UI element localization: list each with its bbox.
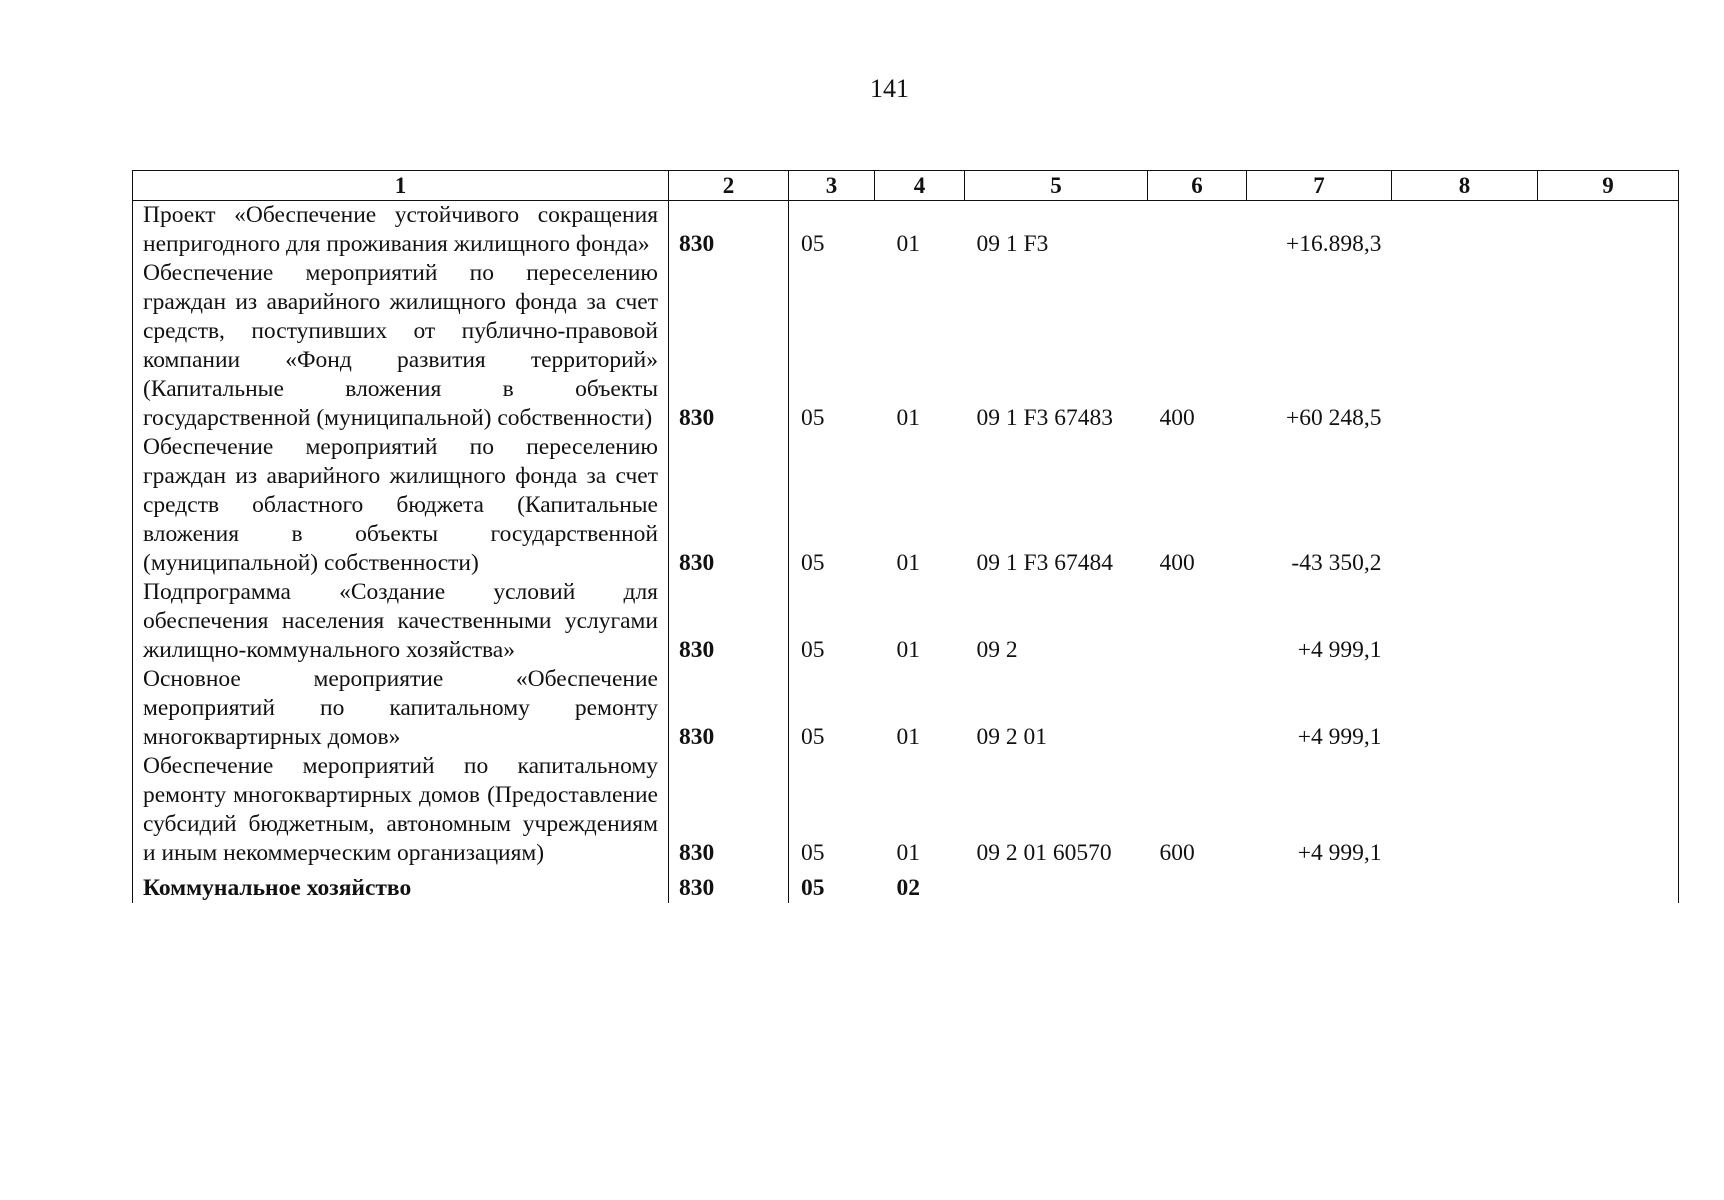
header-col-1: 1 — [133, 171, 669, 201]
row-name: Основное мероприятие «Обеспечение мероприятий по капитальному ремонту многоквартирных домов» — [133, 665, 669, 752]
row-col-8 — [1392, 578, 1538, 665]
row-subsection: 01 — [896, 840, 920, 866]
row-name: Подпрограмма «Создание условий для обеспечения населения качественными услугами жилищно-коммунального хозяйства» — [133, 578, 669, 665]
header-col-5: 5 — [965, 171, 1148, 201]
row-ministry-code: 830 — [669, 578, 789, 665]
header-col-2: 2 — [669, 171, 789, 201]
table-row — [133, 752, 1679, 868]
row-col-8 — [1392, 259, 1538, 433]
table-row — [133, 665, 1679, 752]
header-col-6: 6 — [1148, 171, 1247, 201]
table-row — [133, 259, 1679, 433]
budget-table-container — [132, 170, 1678, 1060]
row-target-article — [965, 868, 1148, 903]
header-col-8: 8 — [1392, 171, 1538, 201]
row-section: 05 — [801, 550, 825, 576]
row-section: 05 — [801, 405, 825, 431]
row-subsection: 01 — [896, 637, 920, 663]
row-ministry-code: 830 — [669, 259, 789, 433]
header-col-4: 4 — [875, 171, 965, 201]
header-col-7: 7 — [1247, 171, 1392, 201]
row-ministry-code: 830 — [669, 201, 789, 260]
row-expense-type — [1148, 665, 1247, 752]
row-amount: +16.898,3 — [1285, 231, 1382, 257]
table-row — [133, 433, 1679, 578]
row-section: 05 — [801, 840, 825, 866]
row-ministry-code: 830 — [669, 868, 789, 903]
row-name: Обеспечение мероприятий по переселению граждан из аварийного жилищного фонда за счет средств, поступивших от публично-правовой компании «Фонд развития территорий» (Капитальные вложения в объекты государственной (муниципальной) собственности) — [133, 259, 669, 433]
row-ministry-code: 830 — [669, 665, 789, 752]
row-expense-type — [1148, 201, 1247, 260]
row-target-article: 09 1 F3 — [976, 231, 1049, 257]
row-target-article: 09 2 01 60570 — [976, 840, 1112, 866]
header-col-9: 9 — [1538, 171, 1679, 201]
row-amount: +4 999,1 — [1297, 724, 1382, 750]
budget-table — [132, 170, 1679, 903]
row-col-8 — [1392, 665, 1538, 752]
row-col-8 — [1392, 868, 1538, 903]
row-ministry-code: 830 — [669, 433, 789, 578]
row-ministry-code: 830 — [669, 752, 789, 868]
row-target-article: 09 2 01 — [976, 724, 1047, 750]
row-expense-type: 400 — [1159, 405, 1195, 431]
row-expense-type: 600 — [1159, 840, 1195, 866]
row-amount: +4 999,1 — [1297, 637, 1382, 663]
row-amount — [1247, 868, 1392, 903]
row-target-article: 09 2 — [976, 637, 1018, 663]
row-name: Обеспечение мероприятий по капитальному ремонту многоквартирных домов (Предоставление субсидий бюджетным, автономным учреждениям и иным некоммерческим организациям) — [133, 752, 669, 868]
row-section: 05 — [801, 637, 825, 663]
row-subsection: 01 — [896, 231, 920, 257]
row-subsection: 01 — [896, 405, 920, 431]
row-expense-type — [1148, 578, 1247, 665]
row-section: 05 — [801, 875, 825, 901]
row-subsection: 02 — [896, 875, 920, 901]
table-row — [133, 578, 1679, 665]
row-section: 05 — [801, 724, 825, 750]
header-col-3: 3 — [789, 171, 875, 201]
row-expense-type — [1148, 868, 1247, 903]
row-col-9 — [1538, 201, 1679, 260]
row-col-9 — [1538, 259, 1679, 433]
row-col-9 — [1538, 665, 1679, 752]
row-amount: +60 248,5 — [1285, 405, 1382, 431]
row-col-8 — [1392, 752, 1538, 868]
row-name: Коммунальное хозяйство — [133, 868, 669, 903]
row-amount: -43 350,2 — [1291, 550, 1382, 576]
header-row — [133, 171, 1679, 201]
row-col-9 — [1538, 433, 1679, 578]
row-subsection: 01 — [896, 550, 920, 576]
page-number: 141 — [870, 74, 909, 103]
row-name: Обеспечение мероприятий по переселению граждан из аварийного жилищного фонда за счет средств областного бюджета (Капитальные вложения в объекты государственной (муниципальной) собственности) — [133, 433, 669, 578]
row-col-9 — [1538, 752, 1679, 868]
row-subsection: 01 — [896, 724, 920, 750]
table-body — [133, 201, 1679, 904]
row-section: 05 — [801, 231, 825, 257]
row-target-article: 09 1 F3 67484 — [976, 550, 1113, 576]
row-col-8 — [1392, 201, 1538, 260]
row-name: Проект «Обеспечение устойчивого сокращения непригодного для проживания жилищного фонда» — [133, 201, 669, 260]
table-row — [133, 868, 1679, 903]
row-col-8 — [1392, 433, 1538, 578]
row-col-9 — [1538, 578, 1679, 665]
row-target-article: 09 1 F3 67483 — [976, 405, 1113, 431]
table-row — [133, 201, 1679, 260]
row-col-9 — [1538, 868, 1679, 903]
row-expense-type: 400 — [1159, 550, 1195, 576]
row-amount: +4 999,1 — [1297, 840, 1382, 866]
